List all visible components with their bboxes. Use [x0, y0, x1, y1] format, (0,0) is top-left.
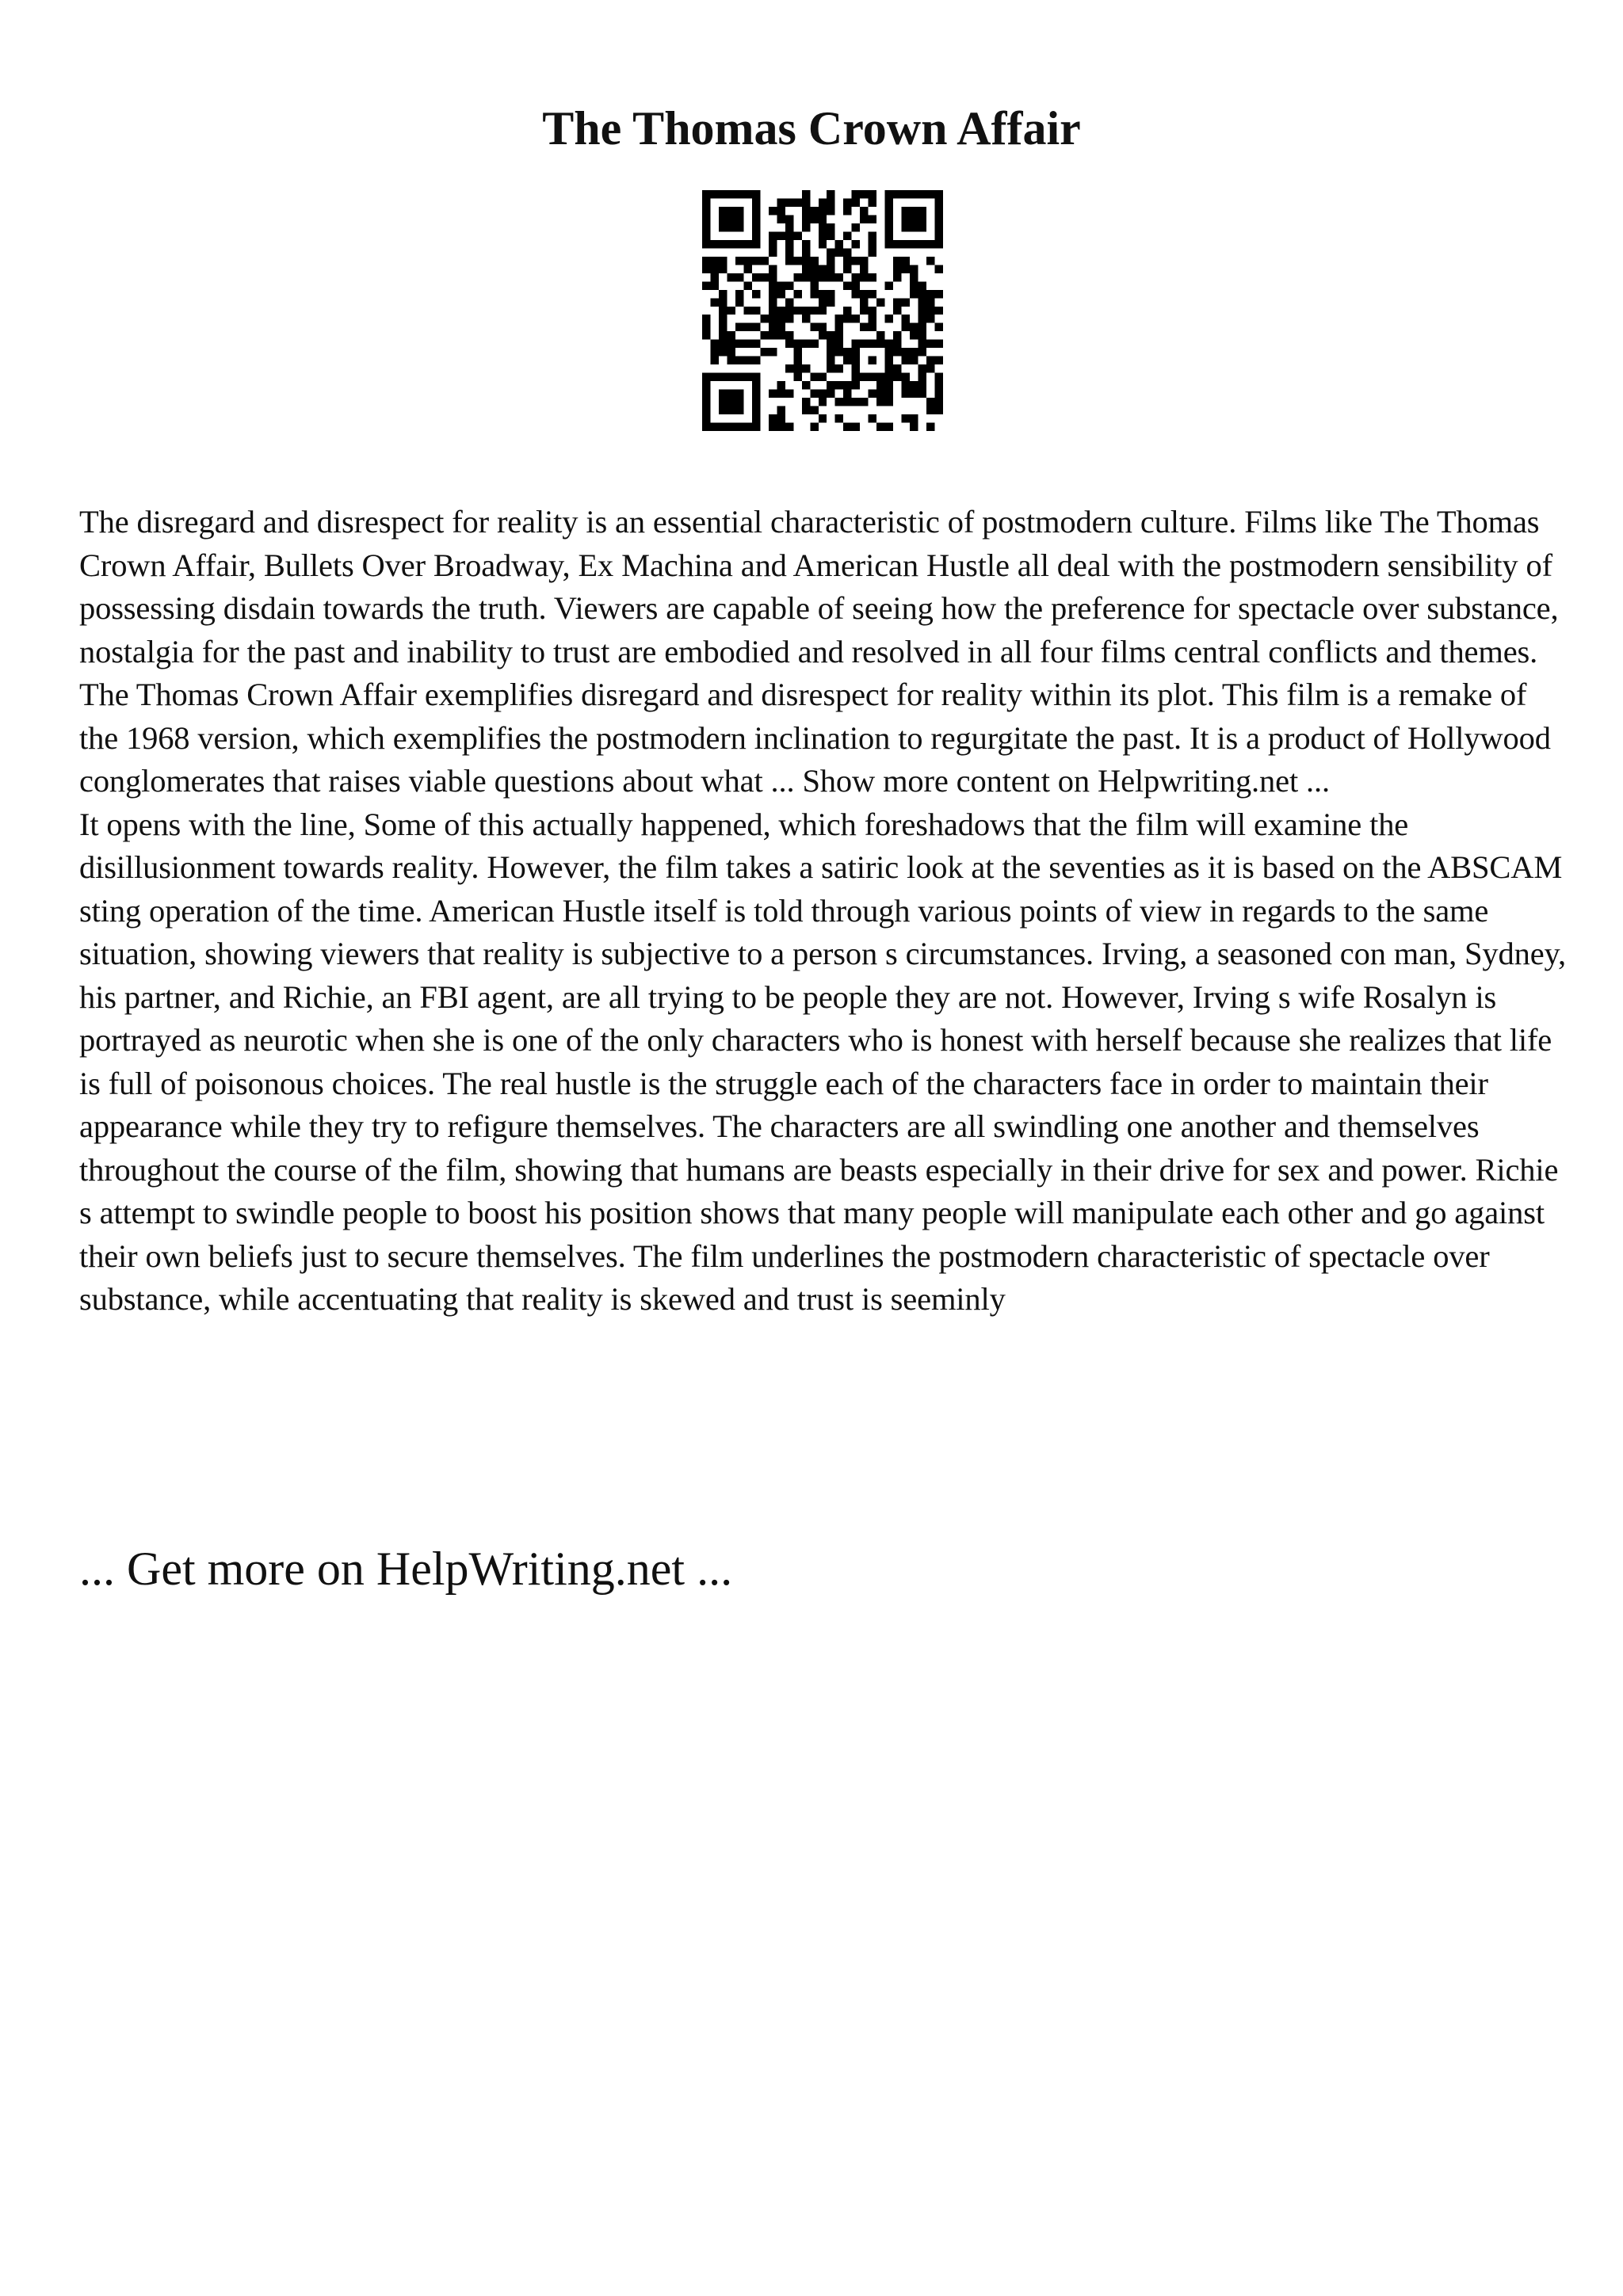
paragraph-thomas-crown: The Thomas Crown Affair exemplifies disregard and disrespect for reality within its plot. This film is a remake of the 1968 version, which exemplifies the postmodern inclination to regurgitate the past. It is a product of Hollywood conglomerates that raises viable questions about what ... Show more content on Helpwriting.net ...: [79, 677, 1551, 799]
page-title: The Thomas Crown Affair: [542, 102, 1081, 154]
get-more-link[interactable]: ... Get more on HelpWriting.net ...: [79, 1543, 733, 1595]
paragraph-american-hustle: It opens with the line, Some of this actually happened, which foreshadows that the film will examine the disillusionment towards reality. However, the film takes a satiric look at the seventies as it is based on the ABSCAM sting operation of the time. American Hustle itself is told through various points of view in regards to the same situation, showing viewers that reality is subjective to a person s circumstances. Irving, a seasoned con man, Sydney, his partner, and Richie, an FBI agent, are all trying to be people they are not. However, Irving s wife Rosalyn is portrayed as neurotic when she is one of the only characters who is honest with herself because she realizes that life is full of poisonous choices. The real hustle is the struggle each of the characters face in order to maintain their appearance while they try to refigure themselves. The characters are all swindling one another and themselves throughout the course of the film, showing that humans are beasts especially in their drive for sex and power. Richie s attempt to swindle people to boost his position shows that many people will manipulate each other and go against their own beliefs just to secure themselves. The film underlines the postmodern characteristic of spectacle over substance, while accentuating that reality is skewed and trust is seeminly: [79, 806, 1566, 1317]
article-body: [79, 501, 1569, 1322]
qr-code-icon: [702, 190, 943, 431]
paragraph-intro: The disregard and disrespect for reality is an essential characteristic of postmodern culture. Films like The Thomas Crown Affair, Bullets Over Broadway, Ex Machina and American Hustle all deal with the postmodern sensibility of possessing disdain towards the truth. Viewers are capable of seeing how the preference for spectacle over substance, nostalgia for the past and inability to trust are embodied and resolved in all four films central conflicts and themes.: [79, 504, 1559, 669]
